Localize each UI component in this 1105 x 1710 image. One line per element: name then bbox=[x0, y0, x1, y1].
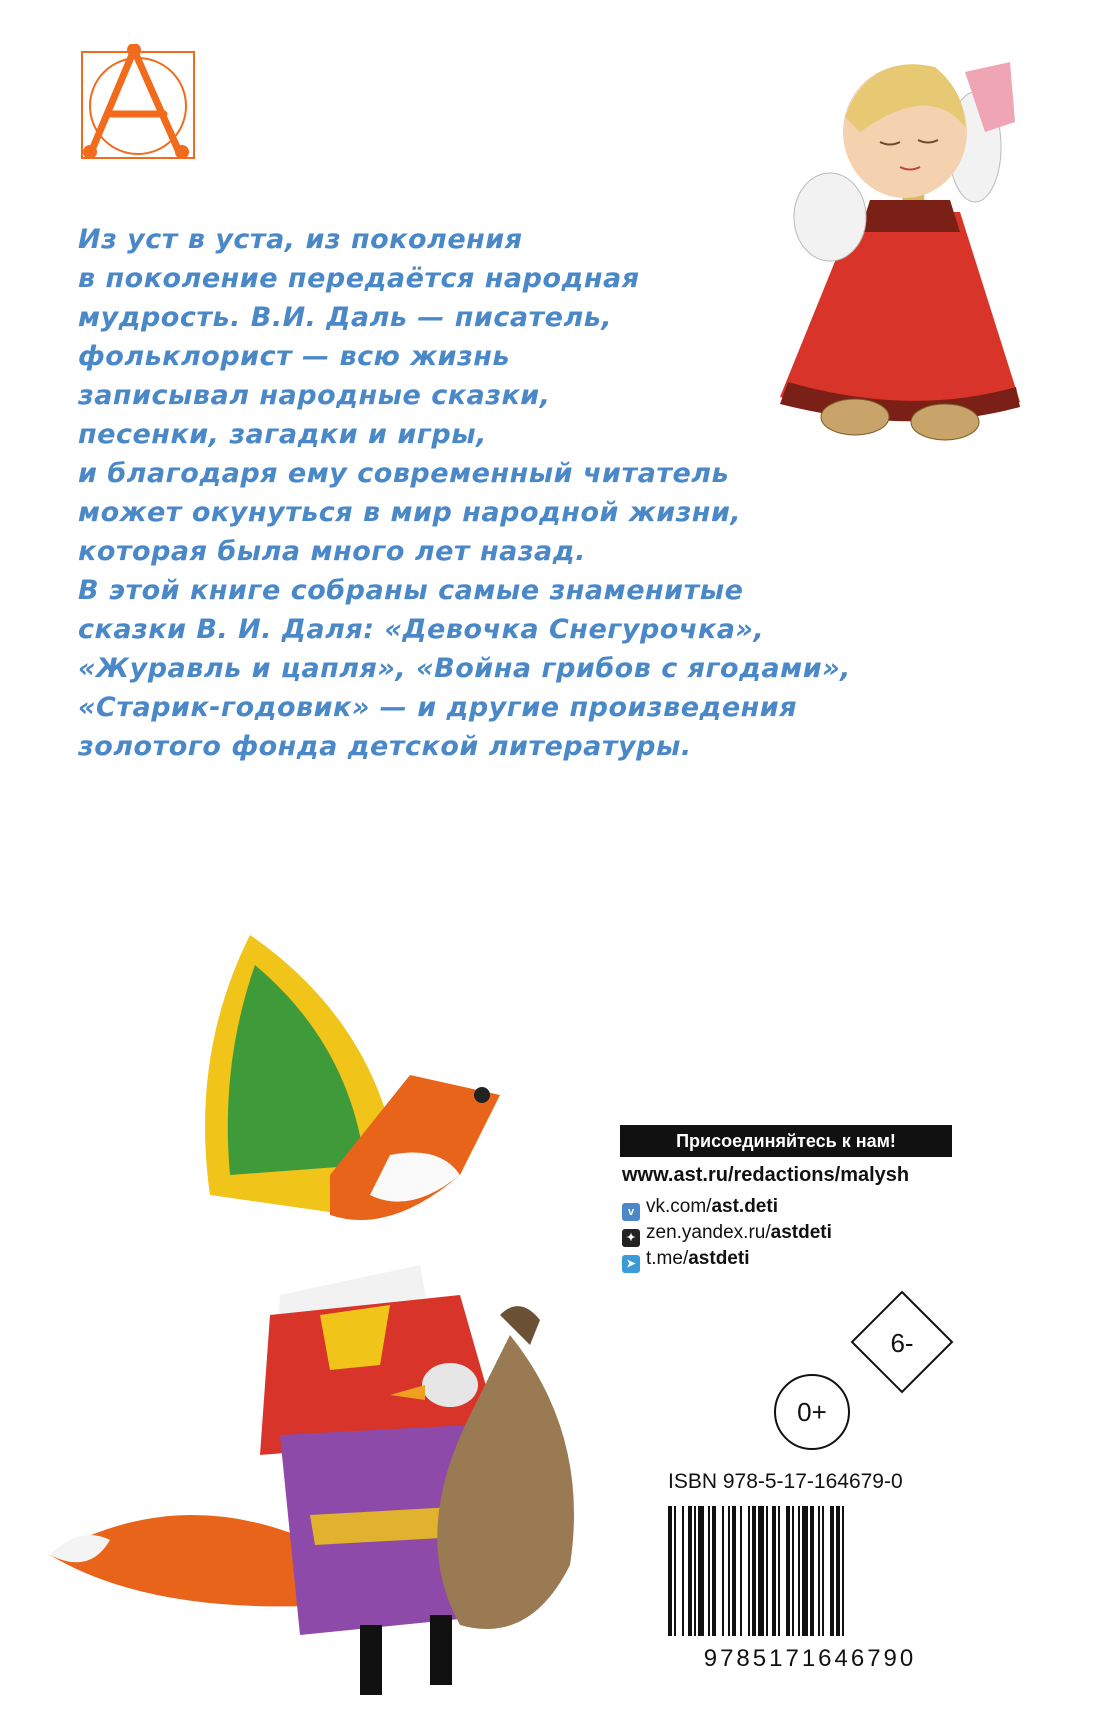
isbn-label: ISBN 978-5-17-164679-0 bbox=[668, 1470, 903, 1493]
barcode-bar bbox=[836, 1506, 840, 1636]
description-line: «Старик-годовик» — и другие произведения bbox=[78, 692, 798, 723]
telegram-link[interactable] bbox=[622, 1246, 982, 1272]
barcode-bar bbox=[842, 1506, 844, 1636]
barcode-bar bbox=[830, 1506, 834, 1636]
publisher-logo-icon bbox=[78, 44, 202, 168]
age-circle-label: 0+ bbox=[797, 1397, 827, 1427]
barcode-bar bbox=[674, 1506, 676, 1636]
barcode-bar bbox=[786, 1506, 790, 1636]
barcode-bar bbox=[682, 1506, 684, 1636]
girl-illustration bbox=[760, 22, 1060, 452]
zen-link[interactable] bbox=[622, 1220, 982, 1246]
barcode-bar bbox=[698, 1506, 704, 1636]
barcode-bar bbox=[722, 1506, 724, 1636]
website-link[interactable]: www.ast.ru/redactions/malysh bbox=[622, 1164, 910, 1186]
description-line: песенки, загадки и игры, bbox=[78, 419, 487, 450]
barcode-bar bbox=[810, 1506, 814, 1636]
barcode-bar bbox=[758, 1506, 764, 1636]
telegram-icon: ➤ bbox=[622, 1255, 640, 1273]
age-rating-circle bbox=[772, 1372, 852, 1452]
barcode bbox=[660, 1500, 960, 1672]
description-line: сказки В. И. Даля: «Девочка Снегурочка», bbox=[78, 614, 765, 645]
description-line: «Журавль и цапля», «Война грибов с ягодами», bbox=[78, 653, 851, 684]
vk-link[interactable] bbox=[622, 1194, 982, 1220]
barcode-bar bbox=[818, 1506, 820, 1636]
barcode-digits: 9785171646790 bbox=[703, 1645, 917, 1672]
description-line: фольклорист — всю жизнь bbox=[78, 341, 510, 372]
barcode-bar bbox=[712, 1506, 716, 1636]
barcode-bar bbox=[732, 1506, 736, 1636]
barcode-bar bbox=[708, 1506, 710, 1636]
description-line: которая была много лет назад. bbox=[78, 536, 586, 567]
vk-link-handle: ast.deti bbox=[711, 1196, 778, 1217]
description-line: может окунуться в мир народной жизни, bbox=[78, 497, 742, 528]
age-rating-diamond bbox=[850, 1290, 954, 1394]
book-description bbox=[78, 220, 851, 766]
barcode-bar bbox=[798, 1506, 800, 1636]
barcode-bar bbox=[772, 1506, 776, 1636]
fox-illustration bbox=[30, 915, 590, 1705]
description-line: в поколение передаётся народная bbox=[78, 263, 640, 294]
barcode-bar bbox=[802, 1506, 808, 1636]
barcode-bar bbox=[694, 1506, 696, 1636]
telegram-link-prefix: t.me/ bbox=[646, 1248, 689, 1269]
barcode-bar bbox=[792, 1506, 794, 1636]
description-line: Из уст в уста, из поколения bbox=[78, 224, 523, 255]
vk-icon: v bbox=[622, 1203, 640, 1221]
barcode-bar bbox=[778, 1506, 780, 1636]
description-line: золотого фонда детской литературы. bbox=[78, 731, 692, 762]
description-line: и благодаря ему современный читатель bbox=[78, 458, 730, 489]
description-line: мудрость. В.И. Даль — писатель, bbox=[78, 302, 613, 333]
barcode-bar bbox=[688, 1506, 692, 1636]
barcode-bars bbox=[668, 1506, 844, 1636]
age-diamond-label: 6- bbox=[890, 1328, 914, 1358]
barcode-bar bbox=[740, 1506, 742, 1636]
zen-icon: ✦ bbox=[622, 1229, 640, 1247]
barcode-bar bbox=[752, 1506, 756, 1636]
join-us-banner: Присоединяйтесь к нам! bbox=[620, 1125, 952, 1157]
vk-link-prefix: vk.com/ bbox=[646, 1196, 712, 1217]
barcode-bar bbox=[748, 1506, 750, 1636]
description-line: В этой книге собраны самые знаменитые bbox=[78, 575, 744, 606]
barcode-bar bbox=[668, 1506, 672, 1636]
zen-link-prefix: zen.yandex.ru/ bbox=[646, 1222, 771, 1243]
zen-link-handle: astdeti bbox=[770, 1222, 832, 1243]
barcode-bar bbox=[766, 1506, 768, 1636]
barcode-bar bbox=[822, 1506, 824, 1636]
barcode-bar bbox=[728, 1506, 730, 1636]
telegram-link-handle: astdeti bbox=[688, 1248, 750, 1269]
description-line: записывал народные сказки, bbox=[78, 380, 551, 411]
